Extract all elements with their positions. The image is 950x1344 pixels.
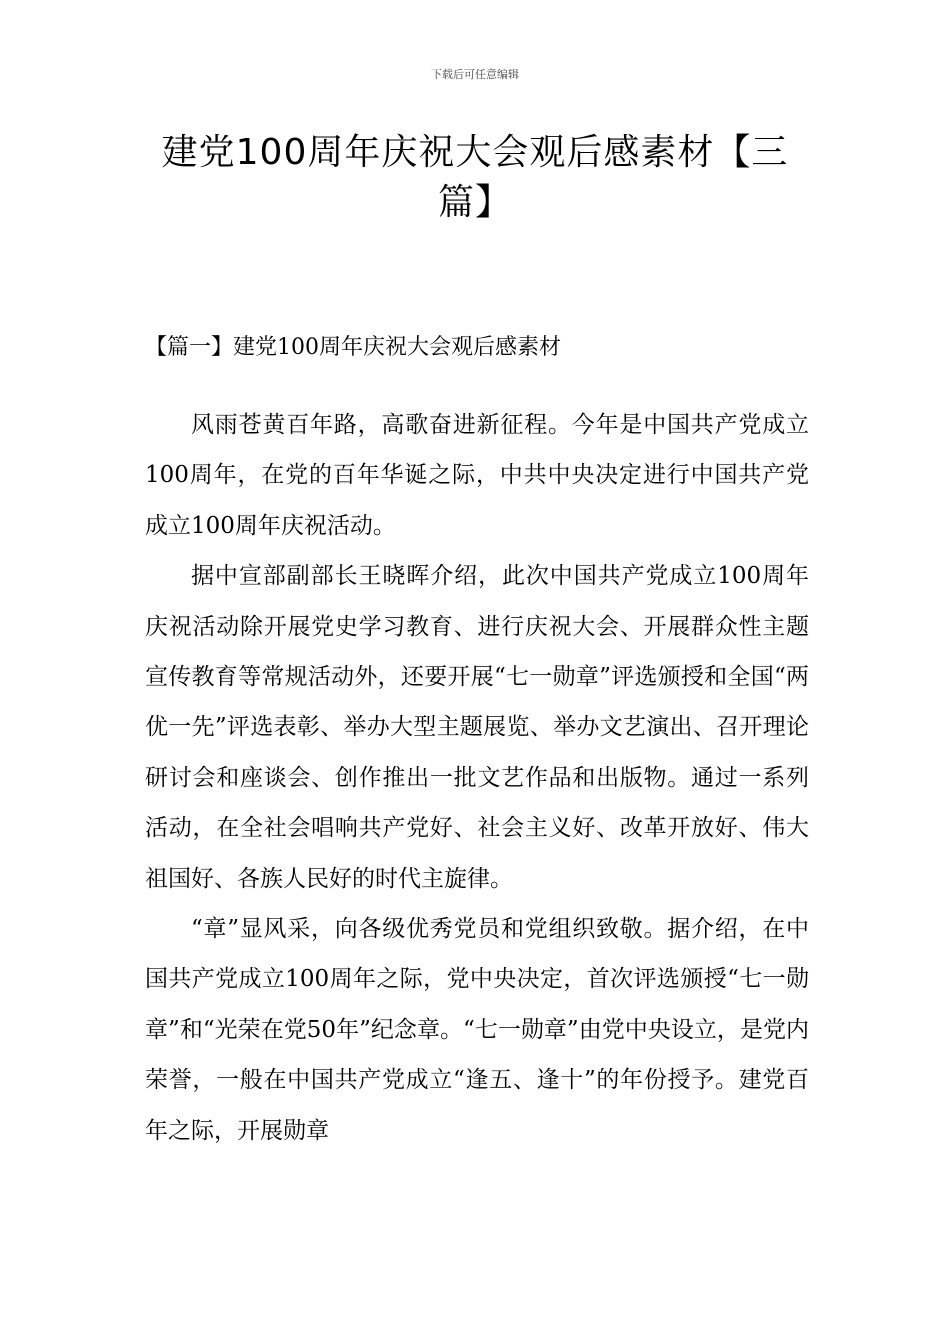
body-paragraph: “章”显风采，向各级优秀党员和党组织致敬。据介绍，在中国共产党成立100周年之际，党中央决定，首次评选颁授“七一勋章”和“光荣在党50年”纪念章。“七一勋章”由党中央设立，是党内荣誉，一般在中国共产党成立“逢五、逢十”的年份授予。建党百年之际，开展勋章 (145, 916, 809, 1144)
document-title: 建党100周年庆祝大会观后感素材【三篇】 (161, 132, 789, 223)
page-header-note: 下载后可任意编辑 (431, 68, 519, 81)
body-paragraph: 风雨苍黄百年路，高歌奋进新征程。今年是中国共产党成立100周年，在党的百年华诞之际，中共中央决定进行中国共产党成立100周年庆祝活动。 (145, 412, 809, 539)
section-heading: 【篇一】建党100周年庆祝大会观后感素材 (145, 335, 561, 360)
body-paragraph: 据中宣部副部长王晓晖介绍，此次中国共产党成立100周年庆祝活动除开展党史学习教育、进行庆祝大会、开展群众性主题宣传教育等常规活动外，还要开展“七一勋章”评选颁授和全国“两优一先”评选表彰、举办大型主题展览、举办文艺演出、召开理论研讨会和座谈会、创作推出一批文艺作品和出版物。通过一系列活动，在全社会唱响共产党好、社会主义好、改革开放好、伟大祖国好、各族人民好的时代主旋律。 (145, 563, 809, 892)
document-body (145, 400, 809, 1156)
